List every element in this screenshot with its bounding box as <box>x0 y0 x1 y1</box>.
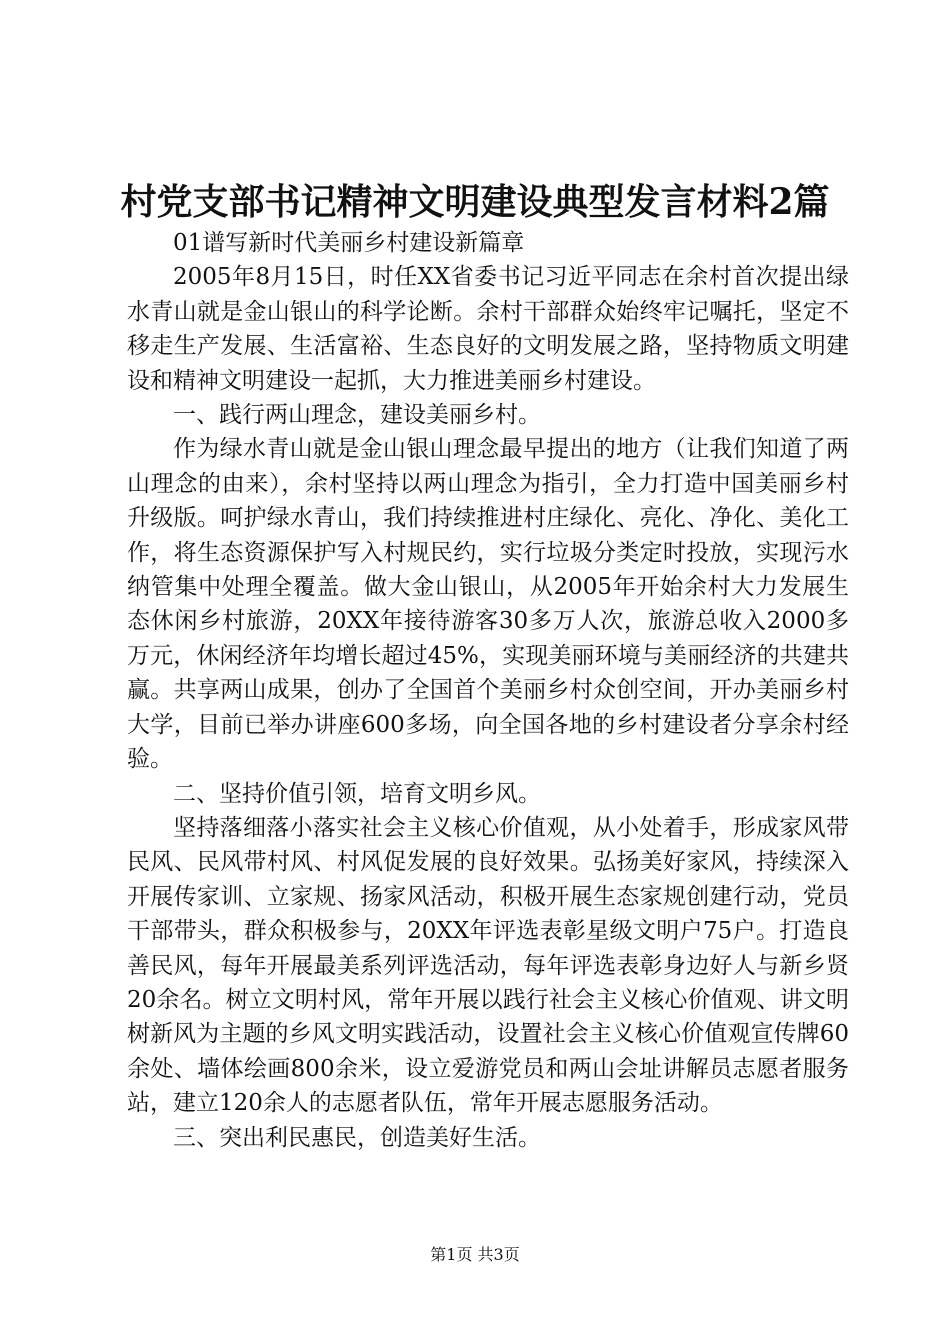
paragraph-section-1: 作为绿水青山就是金山银山理念最早提出的地方（让我们知道了两山理念的由来），余村坚持以两山理念为指引，全力打造中国美丽乡村升级版。呵护绿水青山，我们持续推进村庄绿化、亮化、净化、美化工作，将生态资源保护写入村规民约，实行垃圾分类定时投放，实现污水纳管集中处理全覆盖。做大金山银山，从2005年开始余村大力发展生态休闲乡村旅游，20XX年接待游客30多万人次，旅游总收入2000多万元，休闲经济年均增长超过45%，实现美丽环境与美丽经济的共建共赢。共享两山成果，创办了全国首个美丽乡村众创空间，开办美丽乡村大学，目前已举办讲座600多场，向全国各地的乡村建设者分享余村经验。 <box>127 436 849 773</box>
document-body <box>127 226 849 1155</box>
document-title: 村党支部书记精神文明建设典型发言材料2篇 <box>120 181 830 223</box>
paragraph-subtitle: 01谱写新时代美丽乡村建设新篇章 <box>173 230 525 256</box>
section-heading-2: 二、坚持价值引领，培育文明乡风。 <box>173 780 541 807</box>
paragraph-intro: 2005年8月15日，时任XX省委书记习近平同志在余村首次提出绿水青山就是金山银山的科学论断。余村干部群众始终牢记嘱托，坚定不移走生产发展、生活富裕、生态良好的文明发展之路，坚持物质文明建设和精神文明建设一起抓，大力推进美丽乡村建设。 <box>127 264 849 394</box>
paragraph-section-2: 坚持落细落小落实社会主义核心价值观，从小处着手，形成家风带民风、民风带村风、村风促发展的良好效果。弘扬美好家风，持续深入开展传家训、立家规、扬家风活动，积极开展生态家规创建行动，党员干部带头，群众积极参与，20XX年评选表彰星级文明户75户。打造良善民风，每年开展最美系列评选活动，每年评选表彰身边好人与新乡贤20余名。树立文明村风，常年开展以践行社会主义核心价值观、讲文明树新风为主题的乡风文明实践活动，设置社会主义核心价值观宣传牌60余处、墙体绘画800余米，设立爱游党员和两山会址讲解员志愿者服务站，建立120余人的志愿者队伍，常年开展志愿服务活动。 <box>127 814 849 1117</box>
section-heading-1: 一、践行两山理念，建设美丽乡村。 <box>173 402 541 429</box>
page-number-footer: 第1页 共3页 <box>430 1245 520 1264</box>
section-heading-3: 三、突出利民惠民，创造美好生活。 <box>173 1124 541 1151</box>
